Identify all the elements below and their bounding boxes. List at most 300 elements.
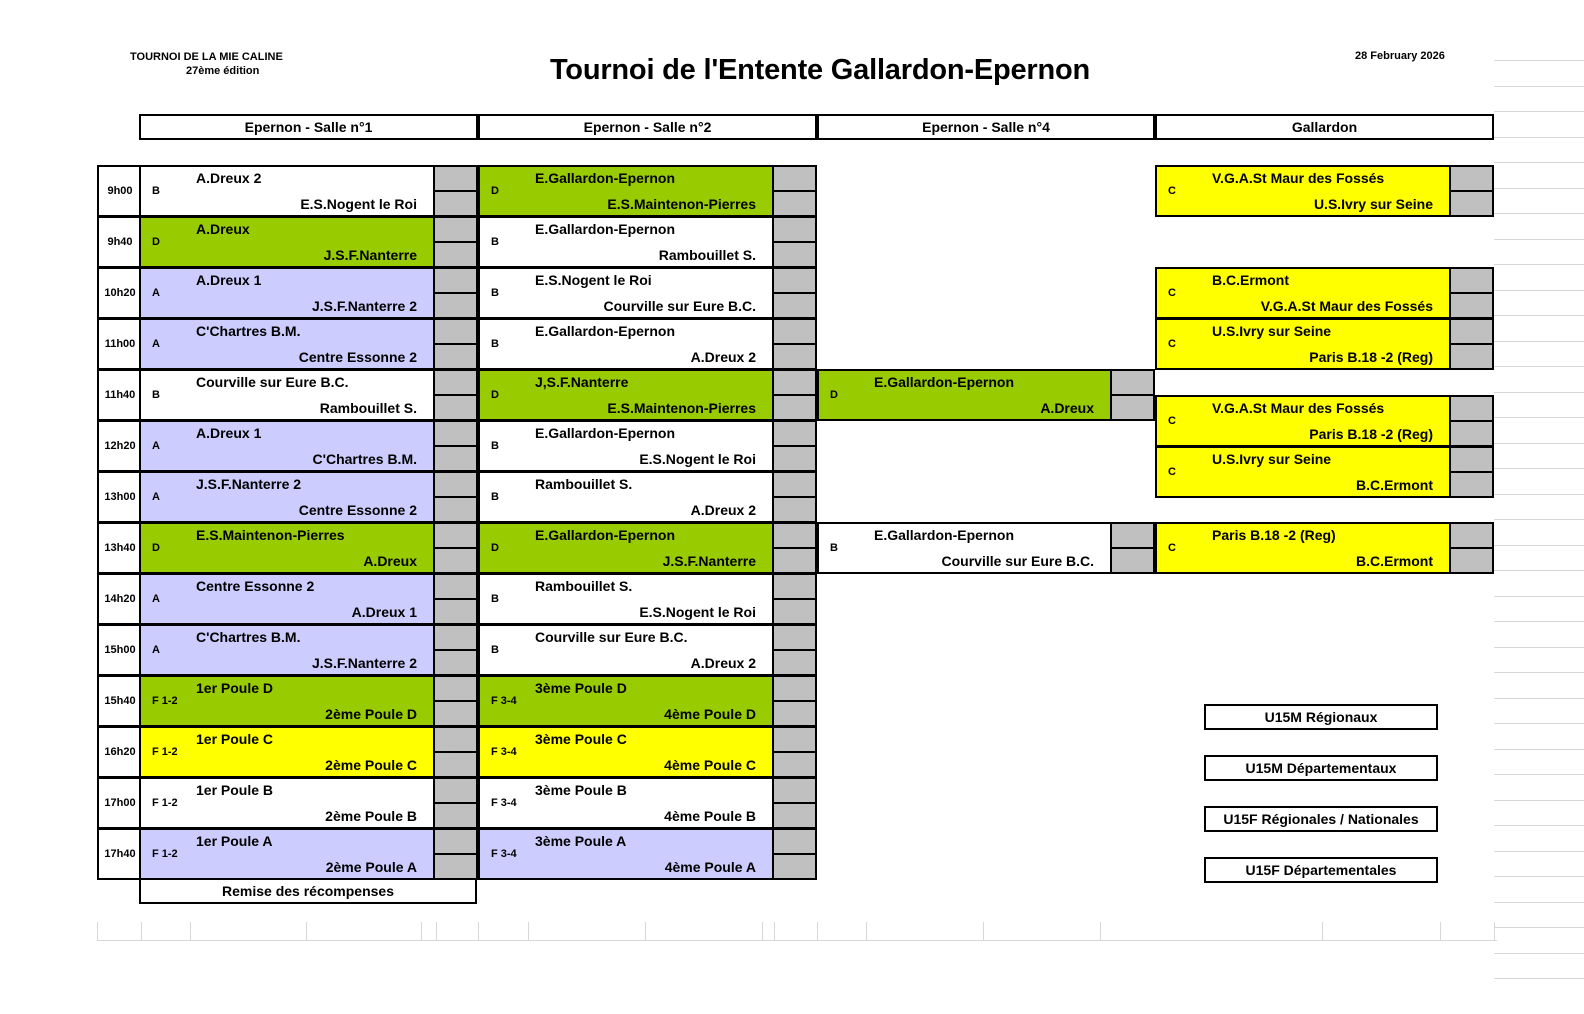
grid-line xyxy=(817,922,818,940)
away-team: 4ème Poule D xyxy=(664,706,756,722)
score-away[interactable] xyxy=(774,598,815,623)
pool-label: B xyxy=(491,440,499,452)
score-box[interactable] xyxy=(433,473,476,521)
pool-label: F 3-4 xyxy=(491,848,517,860)
away-team: Centre Essonne 2 xyxy=(298,349,417,365)
score-away[interactable] xyxy=(1112,394,1153,419)
grid-line xyxy=(1494,341,1584,342)
grid-line xyxy=(421,922,422,940)
home-team: U.S.Ivry sur Seine xyxy=(1212,323,1332,339)
grid-line xyxy=(97,940,1497,941)
away-team: A.Dreux 2 xyxy=(690,502,756,518)
match-cell xyxy=(1155,267,1494,319)
score-home[interactable] xyxy=(435,473,476,496)
match-cell xyxy=(478,165,817,217)
home-team: Courville sur Eure B.C. xyxy=(196,374,349,390)
match-cell xyxy=(478,573,817,625)
pool-label: A xyxy=(152,287,160,299)
score-home[interactable] xyxy=(435,167,476,190)
match-cell xyxy=(139,216,478,268)
home-team: Centre Essonne 2 xyxy=(196,578,315,594)
match-cell xyxy=(139,369,478,421)
away-team: 2ème Poule C xyxy=(325,757,417,773)
grid-line xyxy=(478,922,479,940)
score-away[interactable] xyxy=(774,292,815,317)
grid-line xyxy=(1494,570,1584,571)
grid-line xyxy=(1494,672,1584,673)
award-ceremony: Remise des récompenses xyxy=(139,879,477,904)
match-cell xyxy=(478,726,817,778)
score-box[interactable] xyxy=(772,626,815,674)
score-box[interactable] xyxy=(433,677,476,725)
time-slot: 17h40 xyxy=(97,828,141,880)
score-home[interactable] xyxy=(774,524,815,547)
legend-u15m-regionaux: U15M Régionaux xyxy=(1204,704,1438,730)
home-team: 1er Poule B xyxy=(196,782,274,798)
score-home[interactable] xyxy=(435,779,476,802)
time-slot: 15h00 xyxy=(97,624,141,676)
match-cell xyxy=(139,267,478,319)
time-slot: 10h20 xyxy=(97,267,141,319)
grid-line xyxy=(1494,519,1584,520)
away-team: Rambouillet S. xyxy=(658,247,756,263)
time-slot: 11h40 xyxy=(97,369,141,421)
match-cell xyxy=(817,369,1155,421)
grid-line xyxy=(1494,851,1584,852)
score-box[interactable] xyxy=(772,575,815,623)
score-home[interactable] xyxy=(774,218,815,241)
org-line-1: TOURNOI DE LA MIE CALINE xyxy=(130,51,283,63)
score-home[interactable] xyxy=(1112,371,1153,394)
score-away[interactable] xyxy=(774,190,815,215)
grid-line xyxy=(1494,213,1584,214)
score-away[interactable] xyxy=(774,394,815,419)
score-away[interactable] xyxy=(1451,190,1492,215)
home-team: V.G.A.St Maur des Fossés xyxy=(1212,400,1385,416)
match-cell xyxy=(1155,165,1494,217)
score-box[interactable] xyxy=(772,779,815,827)
grid-line xyxy=(1494,315,1584,316)
grid-line xyxy=(1494,876,1584,877)
score-box[interactable] xyxy=(772,167,815,215)
score-box[interactable] xyxy=(772,524,815,572)
pool-label: F 3-4 xyxy=(491,746,517,758)
grid-line xyxy=(306,922,307,940)
score-away[interactable] xyxy=(774,649,815,674)
away-team: B.C.Ermont xyxy=(1356,553,1433,569)
home-team: V.G.A.St Maur des Fossés xyxy=(1212,170,1385,186)
match-cell xyxy=(478,624,817,676)
grid-line xyxy=(141,922,142,940)
grid-line xyxy=(1494,239,1584,240)
score-away[interactable] xyxy=(435,394,476,419)
time-slot: 9h00 xyxy=(97,165,141,217)
time-slot: 13h40 xyxy=(97,522,141,574)
score-home[interactable] xyxy=(435,218,476,241)
grid-line xyxy=(1494,596,1584,597)
score-box[interactable] xyxy=(433,728,476,776)
grid-line xyxy=(1494,290,1584,291)
score-away[interactable] xyxy=(435,292,476,317)
pool-label: D xyxy=(491,542,499,554)
grid-line xyxy=(1494,188,1584,189)
away-team: 2ème Poule B xyxy=(325,808,417,824)
score-away[interactable] xyxy=(774,496,815,521)
home-team: E.Gallardon-Epernon xyxy=(535,221,676,237)
score-box[interactable] xyxy=(1449,397,1492,445)
score-away[interactable] xyxy=(435,496,476,521)
score-away[interactable] xyxy=(774,751,815,776)
score-home[interactable] xyxy=(774,422,815,445)
pool-label: A xyxy=(152,491,160,503)
home-team: 1er Poule C xyxy=(196,731,274,747)
match-cell xyxy=(478,318,817,370)
score-home[interactable] xyxy=(1451,524,1492,547)
time-slot: 15h40 xyxy=(97,675,141,727)
pool-label: C xyxy=(1168,287,1176,299)
home-team: E.S.Maintenon-Pierres xyxy=(196,527,345,543)
score-away[interactable] xyxy=(774,241,815,266)
org-line-2: 27ème édition xyxy=(186,65,260,77)
pool-label: D xyxy=(152,236,160,248)
match-cell xyxy=(139,165,478,217)
score-home[interactable] xyxy=(1112,524,1153,547)
home-team: A.Dreux 1 xyxy=(196,272,262,288)
score-away[interactable] xyxy=(1112,547,1153,572)
score-away[interactable] xyxy=(774,700,815,725)
match-cell xyxy=(139,777,478,829)
score-home[interactable] xyxy=(774,728,815,751)
score-away[interactable] xyxy=(774,802,815,827)
match-cell xyxy=(478,471,817,523)
legend-u15m-departementaux: U15M Départementaux xyxy=(1204,755,1438,781)
page-title: Tournoi de l'Entente Gallardon-Epernon xyxy=(549,54,1091,86)
grid-line xyxy=(1494,749,1584,750)
score-box[interactable] xyxy=(772,320,815,368)
pool-label: C xyxy=(1168,415,1176,427)
grid-line xyxy=(645,922,646,940)
away-team: A.Dreux xyxy=(1040,400,1094,416)
pool-label: A xyxy=(152,440,160,452)
score-away[interactable] xyxy=(435,343,476,368)
score-away[interactable] xyxy=(774,853,815,878)
pool-label: B xyxy=(491,593,499,605)
score-home[interactable] xyxy=(435,626,476,649)
pool-label: C xyxy=(1168,466,1176,478)
grid-line xyxy=(1494,392,1584,393)
score-home[interactable] xyxy=(774,779,815,802)
time-slot: 14h20 xyxy=(97,573,141,625)
home-team: C'Chartres B.M. xyxy=(196,323,301,339)
score-away[interactable] xyxy=(1451,343,1492,368)
home-team: E.Gallardon-Epernon xyxy=(535,323,676,339)
away-team: 4ème Poule B xyxy=(664,808,756,824)
grid-line xyxy=(1494,111,1584,112)
away-team: 4ème Poule C xyxy=(664,757,756,773)
away-team: U.S.Ivry sur Seine xyxy=(1313,196,1433,212)
score-away[interactable] xyxy=(435,751,476,776)
away-team: Rambouillet S. xyxy=(319,400,417,416)
home-team: E.Gallardon-Epernon xyxy=(535,425,676,441)
score-home[interactable] xyxy=(774,626,815,649)
away-team: Paris B.18 -2 (Reg) xyxy=(1309,349,1433,365)
pool-label: F 1-2 xyxy=(152,695,178,707)
pool-label: D xyxy=(491,185,499,197)
score-home[interactable] xyxy=(435,575,476,598)
score-box[interactable] xyxy=(772,269,815,317)
score-away[interactable] xyxy=(435,598,476,623)
away-team: E.S.Maintenon-Pierres xyxy=(607,400,756,416)
score-box[interactable] xyxy=(1110,371,1153,419)
away-team: J.S.F.Nanterre xyxy=(323,247,417,263)
score-away[interactable] xyxy=(435,445,476,470)
grid-line xyxy=(528,922,529,940)
score-box[interactable] xyxy=(1449,524,1492,572)
home-team: Courville sur Eure B.C. xyxy=(535,629,688,645)
time-slot: 13h00 xyxy=(97,471,141,523)
score-away[interactable] xyxy=(435,802,476,827)
score-away[interactable] xyxy=(435,649,476,674)
grid-line xyxy=(1494,825,1584,826)
score-box[interactable] xyxy=(1449,167,1492,215)
grid-line xyxy=(1494,953,1584,954)
away-team: 2ème Poule D xyxy=(325,706,417,722)
away-team: J.S.F.Nanterre 2 xyxy=(311,298,417,314)
match-cell xyxy=(139,726,478,778)
away-team: J.S.F.Nanterre xyxy=(662,553,756,569)
home-team: 1er Poule D xyxy=(196,680,274,696)
pool-label: D xyxy=(491,389,499,401)
grid-line xyxy=(1494,723,1584,724)
score-box[interactable] xyxy=(433,830,476,878)
score-box[interactable] xyxy=(433,269,476,317)
score-away[interactable] xyxy=(435,547,476,572)
score-box[interactable] xyxy=(772,677,815,725)
score-home[interactable] xyxy=(435,422,476,445)
pool-label: C xyxy=(1168,185,1176,197)
legend-u15f-regionales: U15F Régionales / Nationales xyxy=(1204,806,1438,832)
pool-label: B xyxy=(491,287,499,299)
score-home[interactable] xyxy=(774,167,815,190)
score-home[interactable] xyxy=(774,371,815,394)
match-cell xyxy=(139,573,478,625)
grid-line xyxy=(1494,698,1584,699)
home-team: 3ème Poule A xyxy=(535,833,627,849)
match-cell xyxy=(478,216,817,268)
home-team: Paris B.18 -2 (Reg) xyxy=(1212,527,1336,543)
score-box[interactable] xyxy=(433,779,476,827)
pool-label: B xyxy=(491,491,499,503)
score-box[interactable] xyxy=(433,422,476,470)
score-box[interactable] xyxy=(433,524,476,572)
grid-line xyxy=(1494,468,1584,469)
score-box[interactable] xyxy=(772,218,815,266)
grid-line xyxy=(1494,927,1584,928)
match-cell xyxy=(1155,395,1494,447)
grid-line xyxy=(1100,922,1101,940)
home-team: E.Gallardon-Epernon xyxy=(535,527,676,543)
pool-label: F 1-2 xyxy=(152,797,178,809)
pool-label: D xyxy=(830,389,838,401)
match-cell xyxy=(139,675,478,727)
grid-line xyxy=(762,922,763,940)
home-team: 3ème Poule C xyxy=(535,731,627,747)
score-home[interactable] xyxy=(435,728,476,751)
score-home[interactable] xyxy=(1451,320,1492,343)
score-box[interactable] xyxy=(433,626,476,674)
away-team: A.Dreux 1 xyxy=(351,604,417,620)
pool-label: F 3-4 xyxy=(491,695,517,707)
score-box[interactable] xyxy=(772,473,815,521)
score-home[interactable] xyxy=(774,830,815,853)
score-home[interactable] xyxy=(435,320,476,343)
score-box[interactable] xyxy=(1110,524,1153,572)
grid-line xyxy=(1494,494,1584,495)
home-team: B.C.Ermont xyxy=(1212,272,1289,288)
score-box[interactable] xyxy=(772,371,815,419)
score-home[interactable] xyxy=(774,320,815,343)
home-team: E.S.Nogent le Roi xyxy=(535,272,652,288)
score-home[interactable] xyxy=(1451,448,1492,471)
grid-line xyxy=(1494,443,1584,444)
away-team: B.C.Ermont xyxy=(1356,477,1433,493)
score-box[interactable] xyxy=(772,422,815,470)
pool-label: B xyxy=(491,644,499,656)
score-box[interactable] xyxy=(1449,269,1492,317)
grid-line xyxy=(1494,417,1584,418)
away-team: E.S.Nogent le Roi xyxy=(639,451,756,467)
score-away[interactable] xyxy=(774,445,815,470)
score-away[interactable] xyxy=(435,853,476,878)
date-label: 28 February 2026 xyxy=(1355,50,1445,62)
score-box[interactable] xyxy=(433,218,476,266)
home-team: U.S.Ivry sur Seine xyxy=(1212,451,1332,467)
grid-line xyxy=(1322,922,1323,940)
score-away[interactable] xyxy=(435,700,476,725)
score-box[interactable] xyxy=(772,830,815,878)
match-cell xyxy=(139,522,478,574)
score-box[interactable] xyxy=(1449,320,1492,368)
home-team: 1er Poule A xyxy=(196,833,273,849)
pool-label: A xyxy=(152,593,160,605)
score-home[interactable] xyxy=(435,371,476,394)
pool-label: C xyxy=(1168,542,1176,554)
pool-label: A xyxy=(152,338,160,350)
score-home[interactable] xyxy=(1451,397,1492,420)
home-team: E.Gallardon-Epernon xyxy=(535,170,676,186)
score-away[interactable] xyxy=(1451,471,1492,496)
pool-label: B xyxy=(152,389,160,401)
score-home[interactable] xyxy=(774,269,815,292)
grid-line xyxy=(190,922,191,940)
home-team: A.Dreux xyxy=(196,221,250,237)
away-team: E.S.Nogent le Roi xyxy=(639,604,756,620)
score-away[interactable] xyxy=(774,547,815,572)
pool-label: F 3-4 xyxy=(491,797,517,809)
pool-label: B xyxy=(152,185,160,197)
score-home[interactable] xyxy=(435,269,476,292)
away-team: A.Dreux 2 xyxy=(690,349,756,365)
score-box[interactable] xyxy=(1449,448,1492,496)
score-away[interactable] xyxy=(774,343,815,368)
score-box[interactable] xyxy=(433,167,476,215)
home-team: J,S.F.Nanterre xyxy=(535,374,629,390)
match-cell xyxy=(1155,318,1494,370)
pool-label: B xyxy=(491,338,499,350)
score-home[interactable] xyxy=(1451,269,1492,292)
home-team: Rambouillet S. xyxy=(535,578,633,594)
match-cell xyxy=(139,828,478,880)
score-away[interactable] xyxy=(1451,547,1492,572)
home-team: 3ème Poule D xyxy=(535,680,627,696)
score-away[interactable] xyxy=(1451,420,1492,445)
time-slot: 16h20 xyxy=(97,726,141,778)
away-team: J.S.F.Nanterre 2 xyxy=(311,655,417,671)
score-home[interactable] xyxy=(774,677,815,700)
home-team: C'Chartres B.M. xyxy=(196,629,301,645)
score-away[interactable] xyxy=(435,241,476,266)
grid-line xyxy=(1494,922,1495,940)
score-home[interactable] xyxy=(435,524,476,547)
match-cell xyxy=(478,675,817,727)
score-home[interactable] xyxy=(435,677,476,700)
score-box[interactable] xyxy=(772,728,815,776)
grid-line xyxy=(1494,978,1584,979)
match-cell xyxy=(817,522,1155,574)
away-team: E.S.Maintenon-Pierres xyxy=(607,196,756,212)
score-box[interactable] xyxy=(433,371,476,419)
score-away[interactable] xyxy=(1451,292,1492,317)
grid-line xyxy=(1494,264,1584,265)
score-home[interactable] xyxy=(774,473,815,496)
home-team: E.Gallardon-Epernon xyxy=(874,374,1015,390)
match-cell xyxy=(478,777,817,829)
pool-label: B xyxy=(491,236,499,248)
pool-label: B xyxy=(830,542,838,554)
grid-line xyxy=(1494,621,1584,622)
grid-line xyxy=(1494,137,1584,138)
score-box[interactable] xyxy=(433,575,476,623)
grid-line xyxy=(1440,922,1441,940)
away-team: Paris B.18 -2 (Reg) xyxy=(1309,426,1433,442)
grid-line xyxy=(774,922,775,940)
venue-salle-2: Epernon - Salle n°2 xyxy=(478,114,817,140)
grid-line xyxy=(97,922,98,940)
venue-salle-1: Epernon - Salle n°1 xyxy=(139,114,478,140)
venue-gallardon: Gallardon xyxy=(1155,114,1494,140)
grid-line xyxy=(983,922,984,940)
match-cell xyxy=(478,369,817,421)
away-team: Centre Essonne 2 xyxy=(298,502,417,518)
score-home[interactable] xyxy=(1451,167,1492,190)
grid-line xyxy=(1494,162,1584,163)
score-home[interactable] xyxy=(435,830,476,853)
score-box[interactable] xyxy=(433,320,476,368)
match-cell xyxy=(478,267,817,319)
home-team: J.S.F.Nanterre 2 xyxy=(196,476,302,492)
score-home[interactable] xyxy=(774,575,815,598)
away-team: A.Dreux xyxy=(363,553,417,569)
away-team: Courville sur Eure B.C. xyxy=(603,298,756,314)
grid-line xyxy=(1494,647,1584,648)
match-cell xyxy=(139,420,478,472)
grid-line xyxy=(436,922,437,940)
match-cell xyxy=(478,522,817,574)
score-away[interactable] xyxy=(435,190,476,215)
home-team: E.Gallardon-Epernon xyxy=(874,527,1015,543)
home-team: A.Dreux 1 xyxy=(196,425,262,441)
pool-label: F 1-2 xyxy=(152,746,178,758)
